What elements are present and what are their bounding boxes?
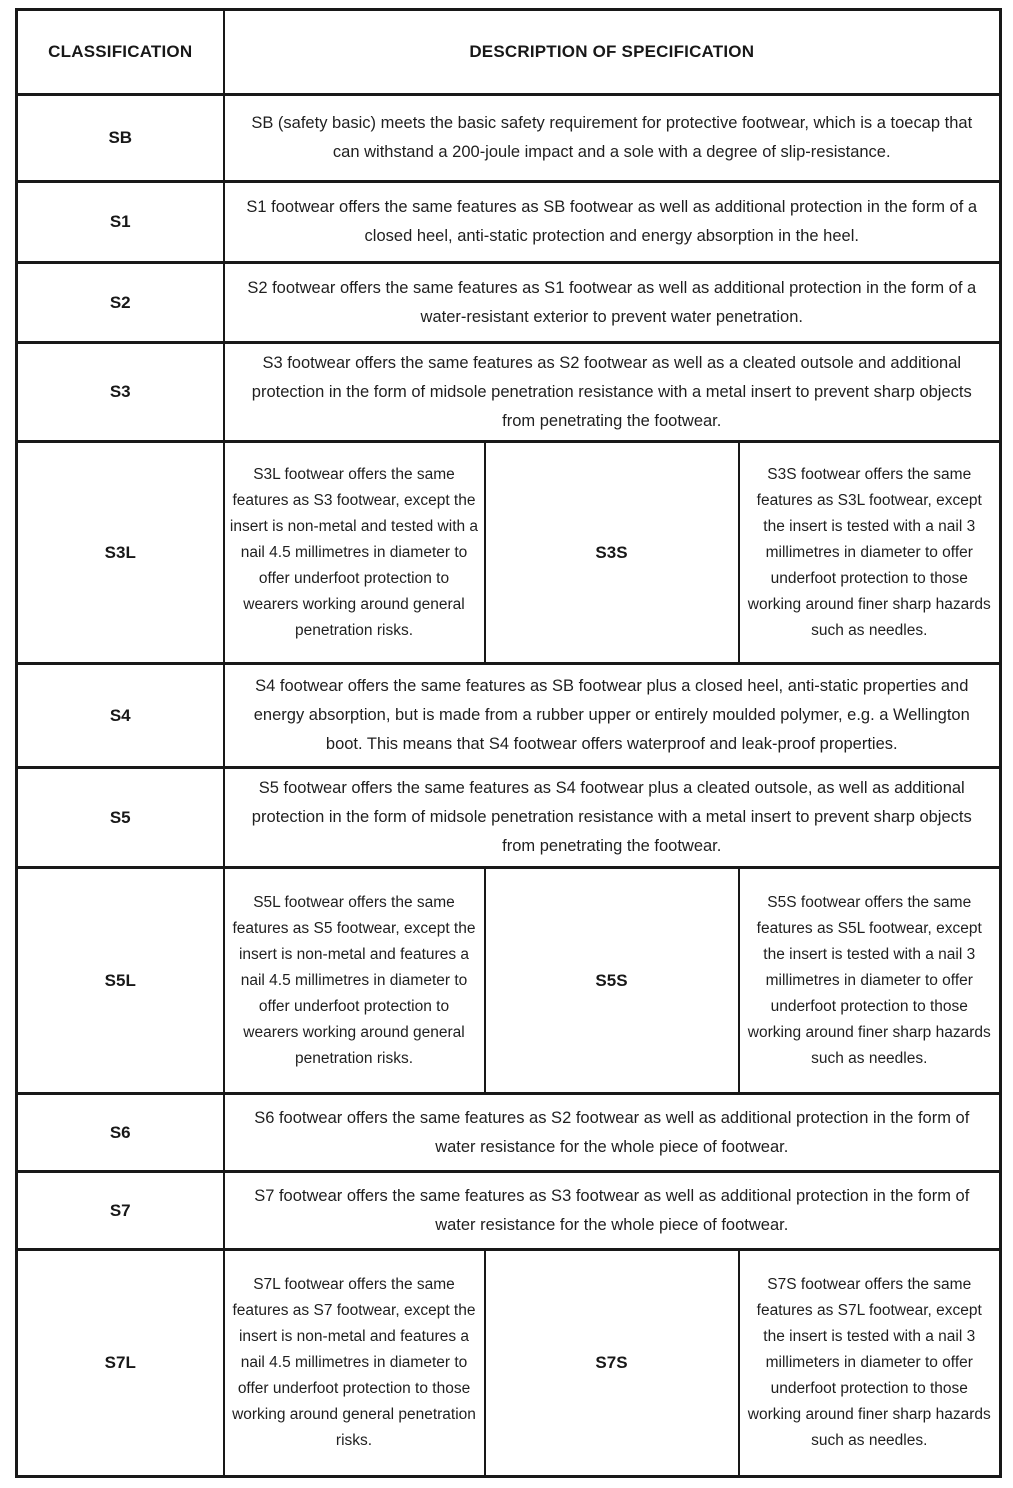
description-s3s: S3S footwear offers the same features as S3L footwear, except the insert is tested with a nail 3 millimetres in diameter to offer underfoot protection to those working around finer sharp hazards such as needles. bbox=[739, 442, 1001, 664]
classification-code-s3: S3 bbox=[17, 343, 224, 442]
table-row-s5 bbox=[17, 768, 1001, 868]
description-column-header: DESCRIPTION OF SPECIFICATION bbox=[224, 10, 1001, 95]
description-s2: S2 footwear offers the same features as S1 footwear as well as additional protection in the form of a water-resistant exterior to prevent water penetration. bbox=[224, 263, 1001, 343]
description-s7l: S7L footwear offers the same features as S7 footwear, except the insert is non-metal and features a nail 4.5 millimetres in diameter to offer underfoot protection to those working around general penetration risks. bbox=[224, 1250, 485, 1477]
classification-code-s3l: S3L bbox=[17, 442, 224, 664]
classification-code-s6: S6 bbox=[17, 1094, 224, 1172]
classification-code-s3s: S3S bbox=[485, 442, 739, 664]
classification-code-s2: S2 bbox=[17, 263, 224, 343]
description-sb: SB (safety basic) meets the basic safety requirement for protective footwear, which is a toecap that can withstand a 200-joule impact and a sole with a degree of slip-resistance. bbox=[224, 95, 1001, 182]
header-row bbox=[17, 10, 1001, 95]
description-s5: S5 footwear offers the same features as S4 footwear plus a cleated outsole, as well as additional protection in the form of midsole penetration resistance with a metal insert to prevent sharp objects from penetrating the footwear. bbox=[224, 768, 1001, 868]
table-row-s3 bbox=[17, 343, 1001, 442]
table-row-s6 bbox=[17, 1094, 1001, 1172]
description-s6: S6 footwear offers the same features as S2 footwear as well as additional protection in the form of water resistance for the whole piece of footwear. bbox=[224, 1094, 1001, 1172]
description-s3l: S3L footwear offers the same features as S3 footwear, except the insert is non-metal and tested with a nail 4.5 millimetres in diameter to offer underfoot protection to wearers working around general penetration risks. bbox=[224, 442, 485, 664]
description-s7: S7 footwear offers the same features as S3 footwear as well as additional protection in the form of water resistance for the whole piece of footwear. bbox=[224, 1172, 1001, 1250]
description-s5s: S5S footwear offers the same features as S5L footwear, except the insert is tested with a nail 3 millimetres in diameter to offer underfoot protection to those working around finer sharp hazards such as needles. bbox=[739, 868, 1001, 1094]
description-s7s: S7S footwear offers the same features as S7L footwear, except the insert is tested with a nail 3 millimeters in diameter to offer underfoot protection to those working around finer sharp hazards such as needles. bbox=[739, 1250, 1001, 1477]
table-row-sb bbox=[17, 95, 1001, 182]
classification-code-s5l: S5L bbox=[17, 868, 224, 1094]
classification-code-s7s: S7S bbox=[485, 1250, 739, 1477]
classification-code-sb: SB bbox=[17, 95, 224, 182]
classification-code-s5s: S5S bbox=[485, 868, 739, 1094]
table-row-s5l-s5s bbox=[17, 868, 1001, 1094]
description-s5l: S5L footwear offers the same features as S5 footwear, except the insert is non-metal and features a nail 4.5 millimetres in diameter to offer underfoot protection to wearers working around general penetration risks. bbox=[224, 868, 485, 1094]
table-row-s7l-s7s bbox=[17, 1250, 1001, 1477]
classification-code-s5: S5 bbox=[17, 768, 224, 868]
description-s4: S4 footwear offers the same features as SB footwear plus a closed heel, anti-static properties and energy absorption, but is made from a rubber upper or entirely moulded polymer, e.g. a Wellington boot. This means that S4 footwear offers waterproof and leak-proof properties. bbox=[224, 664, 1001, 768]
classification-code-s1: S1 bbox=[17, 182, 224, 263]
classification-code-s4: S4 bbox=[17, 664, 224, 768]
classification-code-s7: S7 bbox=[17, 1172, 224, 1250]
table-row-s4 bbox=[17, 664, 1001, 768]
description-s1: S1 footwear offers the same features as SB footwear as well as additional protection in the form of a closed heel, anti-static protection and energy absorption in the heel. bbox=[224, 182, 1001, 263]
classification-column-header: CLASSIFICATION bbox=[17, 10, 224, 95]
description-s3: S3 footwear offers the same features as S2 footwear as well as a cleated outsole and additional protection in the form of midsole penetration resistance with a metal insert to prevent sharp objects from penetrating the footwear. bbox=[224, 343, 1001, 442]
table-row-s2 bbox=[17, 263, 1001, 343]
table-row-s1 bbox=[17, 182, 1001, 263]
table-row-s3l-s3s bbox=[17, 442, 1001, 664]
classification-code-s7l: S7L bbox=[17, 1250, 224, 1477]
table-row-s7 bbox=[17, 1172, 1001, 1250]
footwear-classification-table bbox=[15, 8, 1002, 1478]
